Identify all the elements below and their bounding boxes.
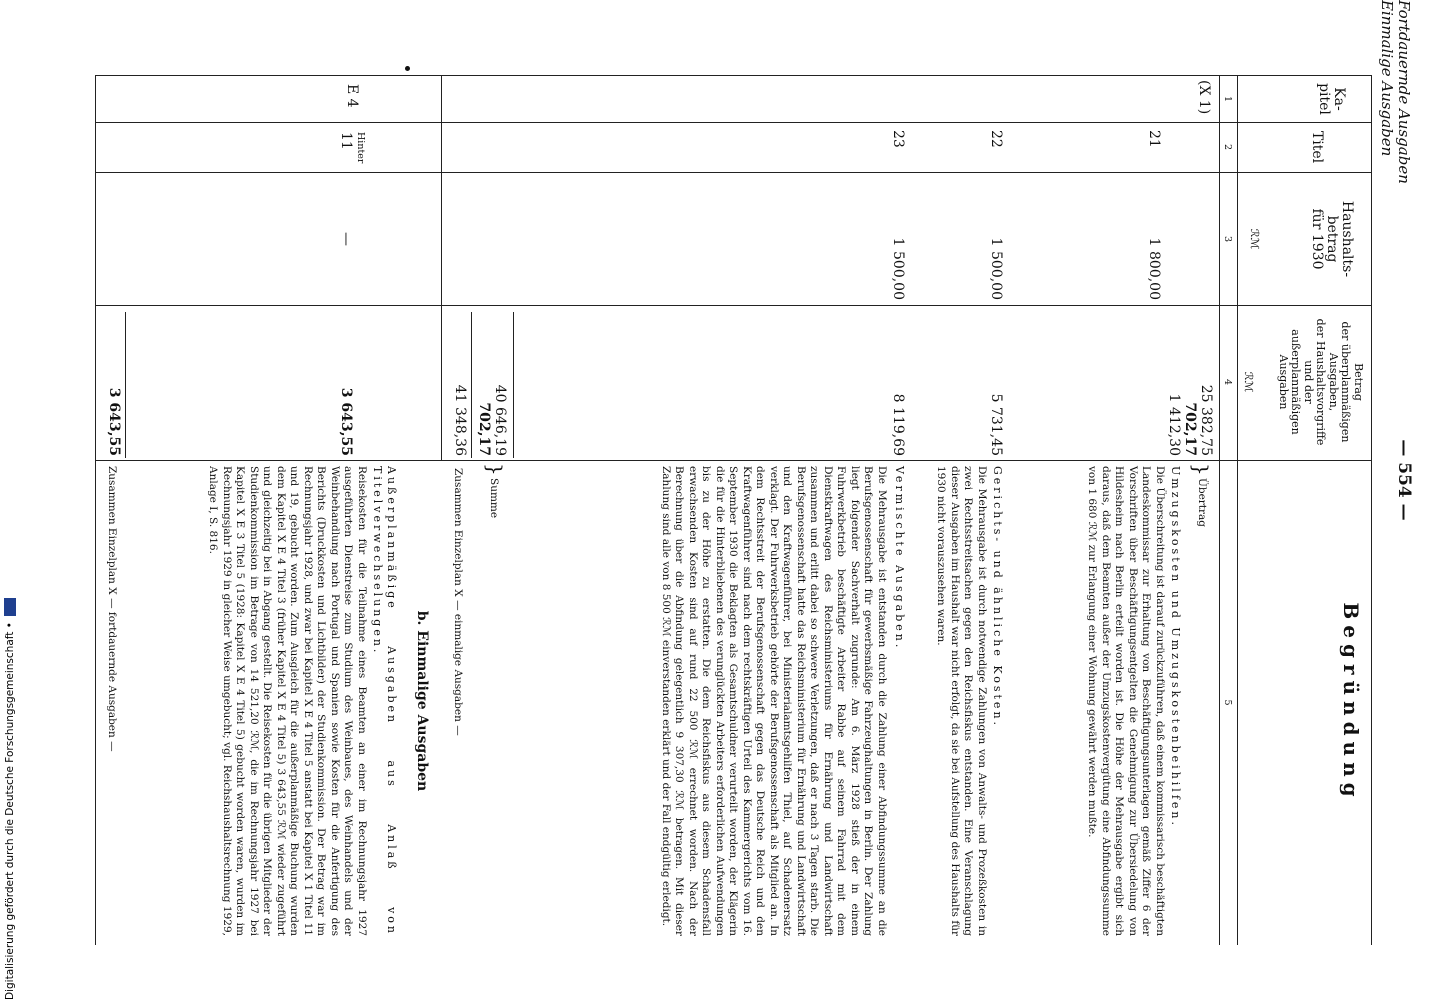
column-rule-4 [96,305,1372,306]
column-number-2: 2 [1222,143,1233,151]
column-number-5: 5 [1222,699,1233,706]
column-header-kapitel: Ka- pitel [1316,83,1347,115]
section-heading-begruendung: Begründung [1339,602,1363,803]
column-rule-1 [96,75,1372,76]
column-number-1: 1 [1222,95,1233,103]
uebertrag-amount-1: 25 382,75 [1198,384,1214,456]
summe-amount-2: 702,17 [476,402,492,456]
column-number-4: 4 [1222,378,1233,386]
dfg-logo-icon [4,598,16,616]
titel-21: 21 [1146,130,1162,148]
column-rule-5 [96,460,1372,461]
text-11: Reisekosten für die Teilnahme eines Beamten an einer im Rechnungsjahr 1927 ausgeführten Dienstreise zum Studium des Weinbaues, des Weinhandels und der Weinbehandlung nach Portugal und Spanien sowie Kosten für die Anfertigung des Berichts (Druckkosten und Lichtbilder) der Studienkommission. Der Betrag war im Rechnungsjahr 1928, und zwar bei Kapitel X E 4 Titel 5 anstatt bei Kapitel X 1 Titel 11 und 19, gebucht worden. Zum Ausgleich für die außerplanmäßige Buchung wurden dem Kapitel X E 4 Titel 3 (früher Kapitel X E 4 Titel 5) 3 643,55 ℛℳ wieder zugeführt und gleichzeitig bei in Abgang gestellt. Die Reisekosten für die übrigen Mitglieder der Studienkommission im Betrage von 14 521,20 ℛℳ, die im Rechnungsjahr 1927 bei Kapitel X E 3 Titel 5 (1928: Kapitel X E 4 Titel 5) gebucht worden waren, wurden im Rechnungsjahr 1929 in gleicher Weise umgebucht; vgl. Reichshaushaltsrechnung 1929, Anlage I, S. 816. [207,466,368,936]
summe-brace: } [483,463,507,476]
kapitel-e4: E 4 [344,84,360,108]
zusammen-einmalig-amount: 41 348,36 [452,384,468,456]
table-bottom-rule [95,75,96,945]
text-22: Die Mehrausgabe ist durch notwendige Zahlungen von Anwalts- und Prozeßkosten in zwei Rechtsstreitsachen gegen den Reichsfiskus entstanden. Eine Veranschlagung dieser Ausgaben im Haushalt war nicht erfolgt, da sie bei Aufstellung des Haushalts für 1930 nicht vorauszusehen waren. [935,466,988,936]
page-number: — 554 — [1394,439,1414,521]
haushalt-21: 1 800,00 [1146,237,1162,300]
text-21: Die Überschreitung ist darauf zurückzuführen, daß einem kommissarisch beschäftigten Landeskommissar zur Erhaltung von Beschäftigungsunterlagen gemäß Ziffer 6 der Vorschriften über Beschäftigungsentgelten die Genehmigung zur Übersiedelung von Hildesheim nach Berlin erteilt worden ist. Die Höhe der Mehrausgabe ergibt sich daraus, daß dem Beamten außer der Umzugskostenvergütung eine Abfindungssumme von 1 680 ℛℳ zur Erlangung einer Wohnung gewährt werden mußte. [1086,466,1166,936]
column-header-betrag: Betrag der überplanmäßigen Ausgaben, der Haushaltsvorgriffe und der außerplanmäßigen Ausgaben [1277,318,1365,446]
einmalige-ausgaben-heading: b. Einmalige Ausgaben [414,610,430,792]
running-title-line1: Fortdauernde Ausgaben [1395,0,1413,184]
column-number-3: 3 [1222,235,1233,243]
betrag-21: 1 412,30 [1166,393,1182,456]
zusammen-einmalig-label: Zusammen Einzelplan X — einmalige Ausgaben — [452,468,464,736]
titel-11: 11 [338,132,354,150]
heading-22: Gerichts- und ähnliche Kosten. [991,466,1004,729]
uebertrag-brace: } [1189,463,1213,476]
heading-11: Außerplanmäßige Ausgaben aus Anlaß von Titelverwechselungen. [371,466,398,936]
column-header-titel: Titel [1309,130,1325,164]
total-rule [125,312,126,458]
running-title-line2: Einmalige Ausgaben [1378,0,1396,157]
column-header-haushalt: Haushalts- betrag für 1930 [1309,200,1355,278]
titel-23: 23 [890,130,906,148]
haushalt-11: — [338,232,354,246]
column-rule-3 [96,172,1372,173]
zusammen-fortdauernd-label: Zusammen Einzelplan X — fortdauernde Ausgaben — [106,466,118,752]
betrag-11: 3 643,55 [338,387,354,456]
ink-dot [405,66,410,71]
digitization-footer [2,0,18,1000]
running-title [1378,0,1412,260]
footer-text: Digitalisierung gefördert durch die Deutsche Forschungsgemeinschaft • [4,622,16,1000]
table-top-rule [1371,75,1372,945]
column-header-haushalt-unit: ℛℳ [1248,228,1261,250]
einmalig-divider [441,75,442,460]
titel-note-hinter: Hinter [355,132,366,164]
uebertrag-amount-2: 702,17 [1182,402,1198,456]
summe-top-rule [513,312,514,458]
header-rule [1237,75,1238,945]
zusammen-fortdauernd-amount: 3 643,55 [106,387,122,456]
summe-bottom-rule [471,312,472,458]
text-23: Die Mehrausgabe ist entstanden durch die Zahlung einer Abfindungssumme an die Berufsgenossenschaft für gewerbsmäßige Fahrzeughaltungen in Berlin. Der Zahlung liegt folgender Sachverhalt zugrunde: Am 6. März 1928 stieß der in einem Fuhrwerkbetrieb beschäftigte Arbeiter Rabbe auf seinem Fahrrad mit dem Dienstkraftwagen des Reichsministeriums für Ernährung und Landwirtschaft zusammen und erlitt dabei so schwere Verletzungen, daß er nach 3 Tagen starb. Die Berufsgenossenschaft hatte das Reichsministerium für Ernährung und Landwirtschaft und den Kraftwagenführer, bei Ministerialamtsgehilfen Thiel, auf Schadenersatz verklagt. Der Fuhrwerksbetrieb gehörte der Berufsgenossenschaft als Mitglied an. In dem Rechtsstreit der Berufsgenossenschaft gegen das Deutsche Reich und den Kraftwagenführer sind nach dem rechtskräftigen Urteil des Kammergerichts vom 16. September 1930 die Beklagten als Gesamtschuldner verurteilt worden, der Klägerin die für die Hinterbliebenen des verunglückten Arbeiters erforderlichen Aufwendungen bis zu der Höhe zu erstatten. Die dem Reichsfiskus aus diesem Schadensfall erwachsenden Kosten sind auf rund 22 500 ℛℳ errechnet worden. Nach der Berechnung über die Abfindung gelegentlich 9 307,30 ℛℳ betragen. Mit dieser Zahlung sind alle von 8 500 ℛℳ einverstanden erklärt und der Fall endgültig erledigt. [660,466,888,936]
column-header-betrag-unit: ℛℳ [1242,371,1255,393]
summe-amount-1: 40 646,19 [492,384,508,456]
haushalt-23: 1 500,00 [890,237,906,300]
summe-label: Summe [488,478,500,519]
haushalt-22: 1 500,00 [988,237,1004,300]
heading-21: Umzugskosten und Umzugskostenbeihilfen. [1169,466,1182,828]
heading-23: Vermischte Ausgaben. [893,466,906,651]
betrag-23: 8 119,69 [890,393,906,456]
uebertrag-label: Übertrag [1196,478,1208,528]
kapitel-x1: (X 1) [1196,80,1212,115]
column-rule-2 [96,122,1372,123]
titel-22: 22 [988,130,1004,148]
betrag-22: 5 731,45 [988,393,1004,456]
